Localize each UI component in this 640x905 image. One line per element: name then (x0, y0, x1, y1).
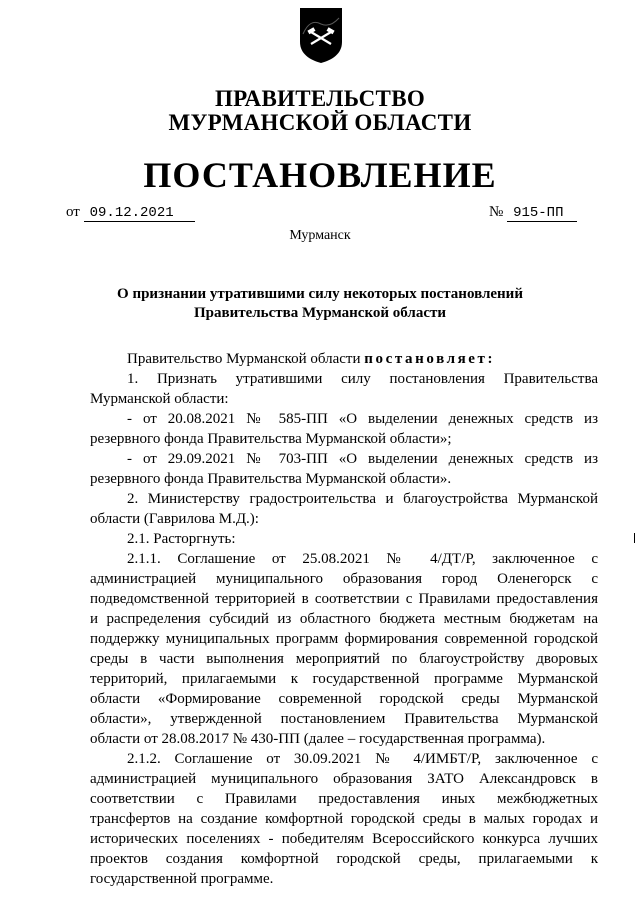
title-line: О признании утратившими силу некоторых постановлений (117, 286, 523, 302)
org-name-line2: МУРМАНСКОЙ ОБЛАСТИ (168, 110, 472, 135)
intro-line (90, 349, 598, 369)
body-line: территорий, прилагаемыми к государственной программе Мурманской (90, 671, 598, 687)
body-line: проектов создания комфортной городской среды, прилагаемыми к (90, 851, 598, 867)
body-line: 2. Министерству градостроительства и благоустройства Мурманской (127, 491, 598, 507)
body-line: поддержку муниципальных программ формирования современной городской (90, 631, 598, 647)
intro-text: Правительство Мурманской области (127, 351, 361, 367)
date-field (66, 204, 195, 222)
scan-edge-mark (634, 533, 635, 543)
coat-of-arms-icon (298, 6, 344, 64)
body-line: государственной программе. (90, 871, 274, 887)
org-name-line1: ПРАВИТЕЛЬСТВО (214, 86, 426, 111)
document-type: ПОСТАНОВЛЕНИЕ (143, 155, 497, 195)
body-line: 2.1.2. Соглашение от 30.09.2021 № 4/ИМБТ/Р, заключенное с (127, 751, 598, 767)
date-prefix: от (66, 204, 80, 220)
body-line: и распределения субсидий из областного бюджета местным бюджетам на (90, 611, 598, 627)
resolves-word: постановляет: (364, 351, 496, 367)
document-title (90, 285, 550, 323)
body-line: соответствии с Правилами предоставления иных межбюджетных (90, 791, 598, 807)
title-line: Правительства Мурманской области (193, 305, 447, 321)
document-number: 915-ПП (507, 205, 577, 222)
body-line: области (Гаврилова М.Д.): (90, 511, 259, 527)
body-line: - от 29.09.2021 № 703-ПП «О выделении денежных средств из (127, 451, 598, 467)
document-date: 09.12.2021 (84, 205, 195, 222)
body-line: администрацией муниципального образования ЗАТО Александровск в (90, 771, 598, 787)
city: Мурманск (289, 228, 351, 243)
body-line: трансфертов на создание комфортной городской среды в малых городах и (90, 811, 598, 827)
body-line: Мурманской области: (90, 391, 229, 407)
body-line: среды в части выполнения мероприятий по благоустройству дворовых (90, 651, 598, 667)
body-line: администрацией муниципального образования город Оленегорск с (90, 571, 598, 587)
body-line: резервного фонда Правительства Мурманской области». (90, 471, 452, 487)
body-line: области «Формирование современной городской среды Мурманской (90, 691, 598, 707)
body-line: резервного фонда Правительства Мурманской области»; (90, 431, 452, 447)
number-field (489, 204, 577, 222)
body-line: - от 20.08.2021 № 585-ПП «О выделении денежных средств из (127, 411, 598, 427)
body-line: подведомственной территорией в соответствии с Правилами предоставления (90, 591, 598, 607)
body-line: области», утвержденной постановлением Правительства Мурманской (90, 711, 598, 727)
number-prefix: № (489, 204, 504, 220)
body-line: области от 28.08.2017 № 430-ПП (далее – государственная программа). (90, 731, 546, 747)
body-line: 1. Признать утратившими силу постановления Правительства (127, 371, 598, 387)
body-line: 2.1. Расторгнуть: (127, 531, 236, 547)
body-line: исторических поселениях - победителям Всероссийского конкурса лучших (90, 831, 598, 847)
body-line: 2.1.1. Соглашение от 25.08.2021 № 4/ДТ/Р, заключенное с (127, 551, 598, 567)
